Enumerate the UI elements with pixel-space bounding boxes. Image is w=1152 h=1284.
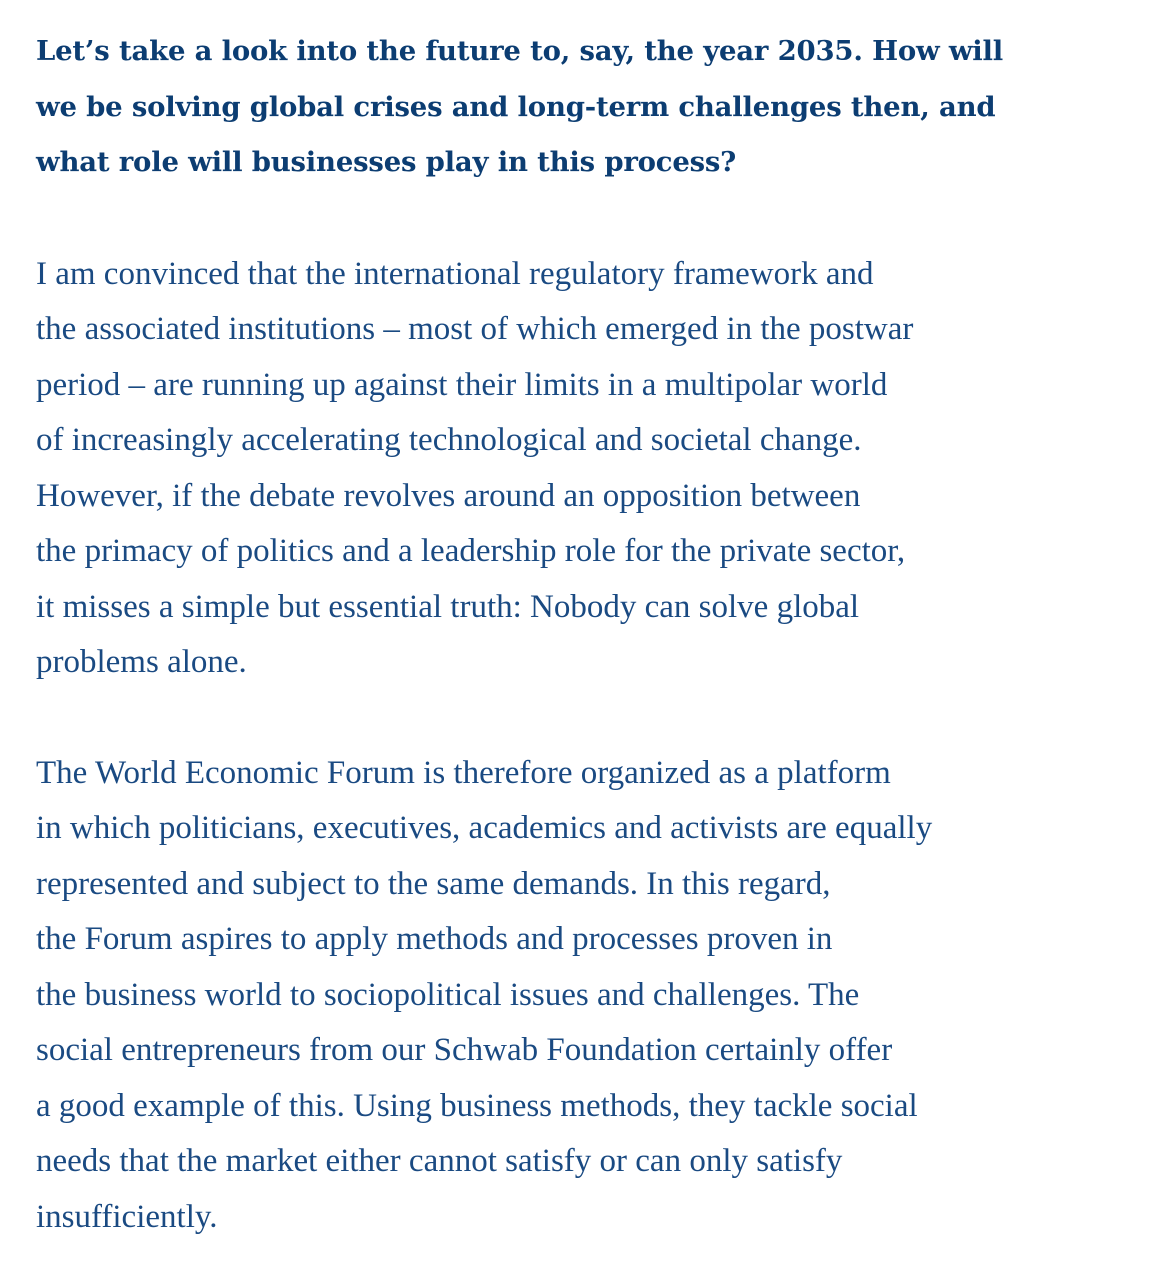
answer-line: needs that the market either cannot satisfy or can only satisfy [36, 1143, 843, 1179]
answer-line: the business world to sociopolitical issues and challenges. The [36, 976, 860, 1013]
answer-line: social entrepreneurs from our Schwab Foundation certainly offer [36, 1032, 893, 1068]
answer-line: the Forum aspires to apply methods and processes proven in [36, 921, 833, 957]
answer-line: it misses a simple but essential truth: Nobody can solve global [36, 588, 860, 625]
answer-line: insufficiently. [36, 1198, 218, 1235]
answer-line: However, if the debate revolves around an opposition between [36, 477, 861, 514]
answer-line: The World Economic Forum is therefore organized as a platform [36, 754, 891, 791]
answer-line: a good example of this. Using business methods, they tackle social [36, 1087, 918, 1124]
question-line: Let’s take a look into the future to, say, the year 2035. How will [36, 35, 1004, 67]
answer-paragraph-2 [36, 746, 1126, 1246]
answer-line: I am convinced that the international regulatory framework and [36, 255, 874, 292]
answer-line: period – are running up against their limits in a multipolar world [36, 366, 888, 403]
answer-paragraph-1 [36, 247, 1126, 691]
interview-question [36, 24, 1126, 191]
answer-line: the associated institutions – most of which emerged in the postwar [36, 311, 914, 347]
answer-line: in which politicians, executives, academics and activists are equally [36, 810, 933, 846]
answer-line: problems alone. [36, 644, 247, 680]
answer-line: the primacy of politics and a leadership role for the private sector, [36, 533, 906, 569]
question-line: we be solving global crises and long-term challenges then, and [36, 90, 996, 123]
interview-excerpt [36, 24, 1126, 1245]
answer-line: represented and subject to the same demands. In this regard, [36, 865, 831, 902]
answer-line: of increasingly accelerating technological and societal change. [36, 422, 862, 458]
question-line: what role will businesses play in this process? [36, 146, 737, 178]
